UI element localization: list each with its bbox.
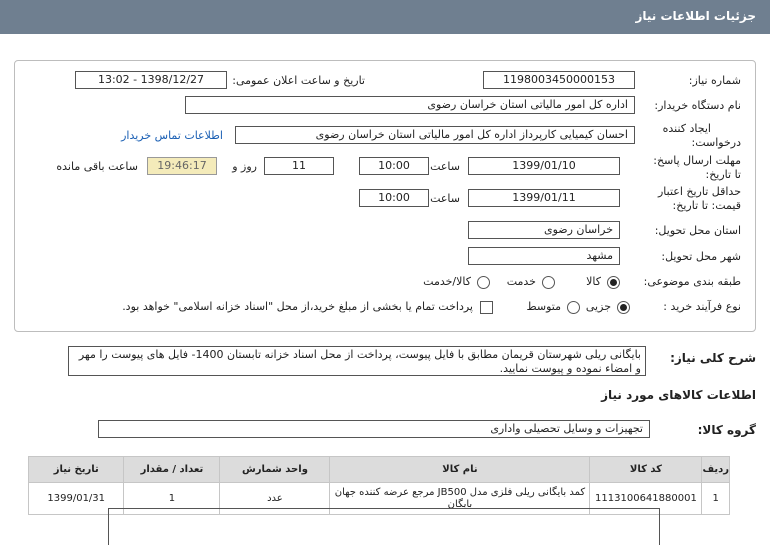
category-radio-goods[interactable] xyxy=(607,276,620,289)
page-title: جزئیات اطلاعات نیاز xyxy=(635,9,756,23)
city-label: شهر محل تحویل: xyxy=(661,250,741,263)
announce-date-label: تاریخ و ساعت اعلان عمومی: xyxy=(232,74,365,87)
cell-unit: عدد xyxy=(220,483,330,515)
validity-label-2: قیمت: تا تاریخ: xyxy=(672,199,741,212)
page-header xyxy=(0,0,770,34)
days-label: روز و xyxy=(232,160,257,173)
deadline-label-2: تا تاریخ: xyxy=(705,168,741,181)
buyer-label: نام دستگاه خریدار: xyxy=(654,99,741,112)
validity-time-field[interactable]: 10:00 xyxy=(359,189,429,207)
table-header-row xyxy=(29,457,730,483)
cell-row-number: 1 xyxy=(702,483,730,515)
need-details-panel xyxy=(14,60,756,332)
need-number-label: شماره نیاز: xyxy=(688,74,741,87)
col-quantity-header: تعداد / مقدار xyxy=(124,457,220,483)
purchase-radio-medium[interactable] xyxy=(567,301,580,314)
creator-label-1: ایجاد کننده xyxy=(662,122,711,135)
goods-info-title: اطلاعات کالاهای مورد نیاز xyxy=(601,388,756,402)
purchase-type-label: نوع فرآیند خرید : xyxy=(663,300,741,313)
category-radio-goods-service[interactable] xyxy=(477,276,490,289)
attachments-box xyxy=(108,508,660,545)
buyer-field[interactable]: اداره کل امور مالیاتی استان خراسان رضوی xyxy=(185,96,635,114)
goods-group-field[interactable]: تجهیزات و وسایل تحصیلی واداری xyxy=(98,420,650,438)
need-number-field[interactable]: 1198003450000153 xyxy=(483,71,635,89)
treasury-bonds-text: پرداخت تمام یا بخشی از مبلغ خرید،از محل "اسناد خزانه اسلامی" خواهد بود. xyxy=(122,300,473,313)
deadline-time-label: ساعت xyxy=(430,160,460,173)
province-label: استان محل تحویل: xyxy=(654,224,741,237)
category-radio-service[interactable] xyxy=(542,276,555,289)
category-label: طبقه بندی موضوعی: xyxy=(643,275,741,288)
col-unit-header: واحد شمارش xyxy=(220,457,330,483)
description-text: بایگانی ریلی شهرستان قریمان مطابق با فایل پیوست، پرداخت از محل اسناد خزانه تابستان 1400- فایل های پیوست را مهر و امضاء نموده و پیوست نمایید. xyxy=(68,346,646,376)
col-name-header: نام کالا xyxy=(330,457,590,483)
description-label: شرح کلی نیاز: xyxy=(670,351,756,365)
validity-label-1: حداقل تاریخ اعتبار xyxy=(657,185,741,198)
goods-table xyxy=(28,456,730,515)
purchase-option-medium: متوسط xyxy=(526,300,561,313)
creator-field[interactable]: احسان کیمیایی کارپرداز اداره کل امور مالیاتی استان خراسان رضوی xyxy=(235,126,635,144)
announce-date-field[interactable]: 1398/12/27 - 13:02 xyxy=(75,71,227,89)
deadline-time-field[interactable]: 10:00 xyxy=(359,157,429,175)
city-field[interactable]: مشهد xyxy=(468,247,620,265)
validity-time-label: ساعت xyxy=(430,192,460,205)
cell-quantity: 1 xyxy=(124,483,220,515)
cell-date: 1399/01/31 xyxy=(29,483,124,515)
category-option-service: خدمت xyxy=(506,275,536,288)
cell-code: 1113100641880001 xyxy=(590,483,702,515)
category-option-goods: کالا xyxy=(586,275,601,288)
deadline-label-1: مهلت ارسال پاسخ: xyxy=(653,154,741,167)
col-date-header: تاریخ نیاز xyxy=(29,457,124,483)
remaining-time-field: 19:46:17 xyxy=(147,157,217,175)
purchase-radio-minor[interactable] xyxy=(617,301,630,314)
col-row-header: ردیف xyxy=(702,457,730,483)
validity-date-field[interactable]: 1399/01/11 xyxy=(468,189,620,207)
days-remaining-field[interactable]: 11 xyxy=(264,157,334,175)
goods-group-label: گروه کالا: xyxy=(697,423,756,437)
col-code-header: کد کالا xyxy=(590,457,702,483)
purchase-option-minor: جزیی xyxy=(585,300,611,313)
buyer-contact-link[interactable]: اطلاعات تماس خریدار xyxy=(121,129,223,142)
deadline-date-field[interactable]: 1399/01/10 xyxy=(468,157,620,175)
category-option-goods-service: کالا/خدمت xyxy=(423,275,471,288)
creator-label-2: درخواست: xyxy=(691,136,741,149)
remaining-time-label: ساعت باقی مانده xyxy=(56,160,138,173)
cell-name: کمد بایگانی ریلی فلزی مدل JB500 مرجع عرضه کننده جهان بایگان xyxy=(330,483,590,515)
province-field[interactable]: خراسان رضوی xyxy=(468,221,620,239)
treasury-bonds-checkbox[interactable] xyxy=(480,301,493,314)
